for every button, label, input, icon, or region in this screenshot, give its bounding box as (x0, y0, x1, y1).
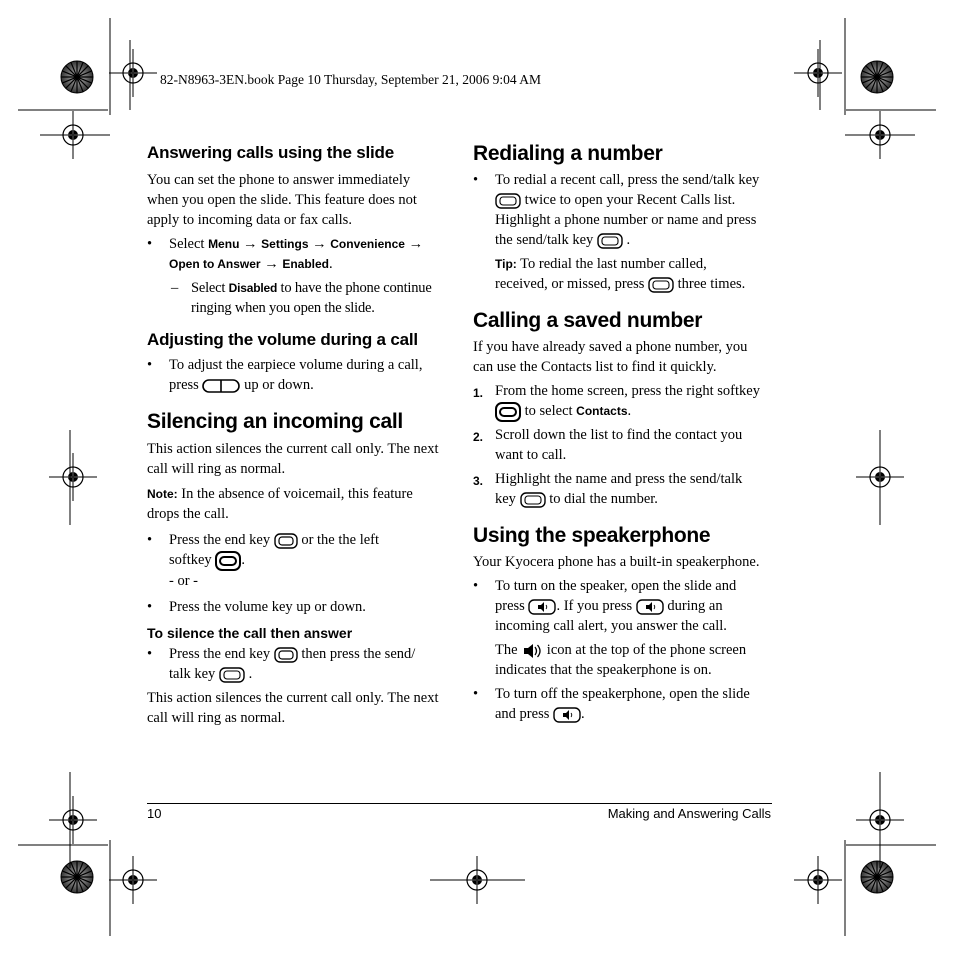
footer-section-title: Making and Answering Calls (607, 806, 771, 821)
speaker-key-icon (528, 598, 556, 616)
silence-then-answer-title: To silence the call then answer (147, 625, 353, 641)
saved-number-paragraph: If you have already saved a phone number, you can use the Contacts list to find it quickly. (473, 339, 748, 375)
volume-title: Adjusting the volume during a call (147, 330, 418, 349)
speaker-status-icon (521, 642, 543, 660)
silencing-title: Silencing an incoming call (147, 410, 403, 433)
page-number: 10 (147, 806, 162, 821)
silencing-bullet-3: • Press the end key then press the send/ talk key . (147, 646, 416, 682)
speaker-bullet-1: • To turn on the speaker, open the slide and press . If you press during an incoming call alert, you answer the call. (473, 578, 737, 634)
end-key-icon (274, 532, 298, 550)
speaker-icon-note: The icon at the top of the phone screen indicates that the speakerphone is on. (495, 642, 747, 678)
silencing-paragraph: This action silences the current call only. The next call will ring as normal. (147, 441, 439, 477)
answering-title: Answering calls using the slide (147, 143, 394, 162)
left-softkey-icon (215, 551, 241, 571)
speaker-bullet-2: • To turn off the speakerphone, open the slide and press . (473, 686, 750, 722)
redial-bullet: • To redial a recent call, press the send/talk key twice to open your Recent Calls list. Highlight a phone number or name and press the send/talk key . (473, 172, 760, 248)
send-key-icon (597, 232, 623, 250)
answering-paragraph: You can set the phone to answer immediately when you open the slide. This feature does not apply to incoming data or fax calls. (147, 172, 417, 228)
answering-sub-bullet: – Select Disabled to have the phone continue ringing when you open the slide. (171, 280, 432, 316)
speakerphone-intro: Your Kyocera phone has a built-in speakerphone. (473, 554, 760, 570)
file-info-header: 82-N8963-3EN.book Page 10 Thursday, September 21, 2006 9:04 AM (160, 72, 541, 87)
saved-step-3: 3. Highlight the name and press the send/talk key to dial the number. (473, 471, 743, 507)
saved-step-1: 1. From the home screen, press the right softkey to select Contacts. (495, 381, 780, 422)
send-key-icon (520, 491, 546, 509)
speakerphone-title: Using the speakerphone (473, 524, 711, 547)
send-key-icon (219, 666, 245, 684)
silencing-bullet-2: • Press the volume key up or down. (147, 599, 366, 615)
silencing-closing-paragraph: This action silences the current call only. The next call will ring as normal. (147, 690, 439, 726)
send-key-icon (648, 276, 674, 294)
footer-rule (147, 803, 772, 804)
speaker-key-icon (636, 598, 664, 616)
saved-number-title: Calling a saved number (473, 309, 703, 332)
send-key-icon (495, 192, 521, 210)
silencing-note: Note: In the absence of voicemail, this feature drops the call. (147, 486, 413, 522)
volume-bullet: • To adjust the earpiece volume during a call, press up or down. (147, 357, 423, 393)
saved-step-2: 2. Scroll down the list to find the contact you want to call. (473, 427, 743, 463)
silencing-bullet-1: • Press the end key or the the left softkey . - or - (147, 532, 380, 589)
volume-key-icon (202, 378, 240, 394)
answering-bullet: • Select Menu → Settings → Convenience → Open to Answer → Enabled. (147, 236, 424, 272)
speaker-key-icon (553, 706, 581, 724)
end-key-icon (274, 646, 298, 664)
redial-title: Redialing a number (473, 142, 663, 165)
right-softkey-icon (495, 402, 521, 422)
redial-tip: Tip: To redial the last number called, received, or missed, press three times. (495, 256, 746, 292)
